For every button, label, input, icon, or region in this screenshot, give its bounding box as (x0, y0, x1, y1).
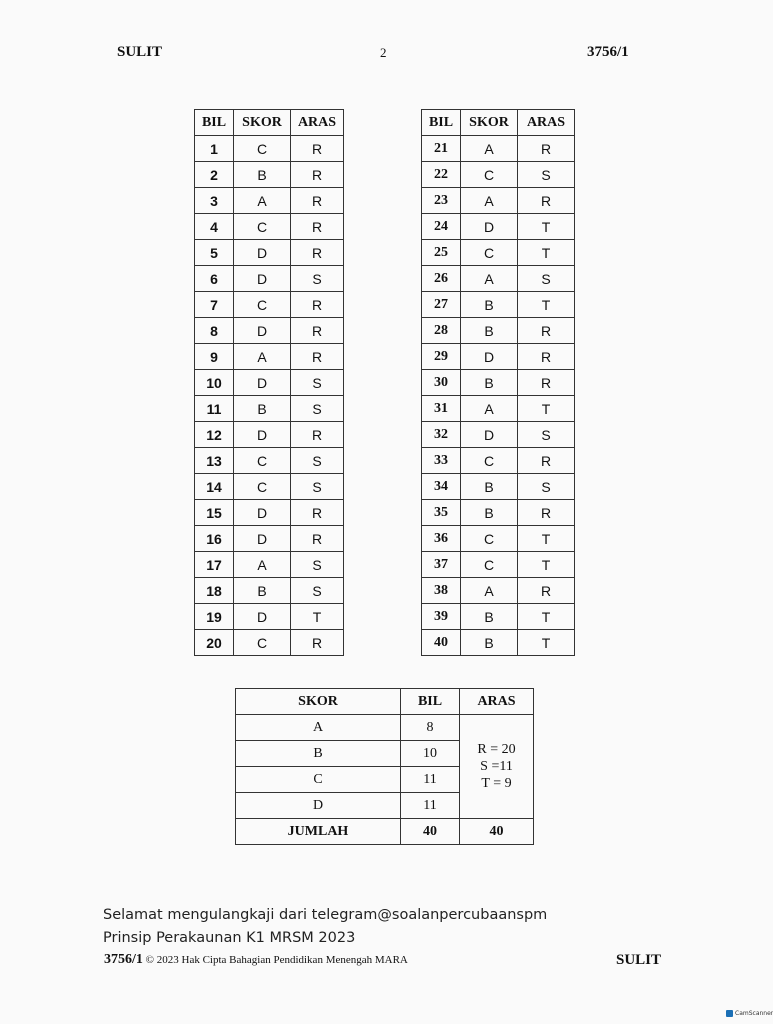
answer-row (195, 474, 344, 500)
difficulty-level: T (518, 604, 575, 630)
answer-letter: D (234, 422, 291, 448)
difficulty-level: R (518, 448, 575, 474)
difficulty-level: R (291, 318, 344, 344)
question-number: 3 (195, 188, 234, 214)
answer-letter: A (234, 552, 291, 578)
answer-row (195, 500, 344, 526)
answer-row (422, 604, 575, 630)
camscanner-icon (726, 1010, 733, 1017)
answer-letter: B (461, 370, 518, 396)
answer-letter: D (234, 604, 291, 630)
answer-letter: C (461, 526, 518, 552)
answer-letter: C (234, 448, 291, 474)
answer-row (422, 266, 575, 292)
difficulty-level: R (518, 136, 575, 162)
footer-code: 3756/1 (104, 952, 143, 967)
difficulty-level: T (518, 240, 575, 266)
difficulty-level: R (291, 136, 344, 162)
answer-letter: C (461, 448, 518, 474)
footer-telegram-note: Selamat mengulangkaji dari telegram@soalanpercubaanspm (103, 907, 548, 923)
question-number: 34 (422, 474, 461, 500)
answer-row (422, 214, 575, 240)
answer-letter: B (234, 396, 291, 422)
answer-row (195, 318, 344, 344)
column-header-aras: ARAS (518, 110, 575, 136)
difficulty-level: R (291, 526, 344, 552)
scanner-watermark (726, 1010, 773, 1017)
question-number: 18 (195, 578, 234, 604)
difficulty-level: R (291, 240, 344, 266)
answer-row (195, 552, 344, 578)
difficulty-level: S (291, 578, 344, 604)
answer-letter: C (234, 136, 291, 162)
difficulty-level: R (291, 500, 344, 526)
question-number: 23 (422, 188, 461, 214)
answer-letter: B (461, 604, 518, 630)
answer-row (195, 422, 344, 448)
column-header-skor: SKOR (234, 110, 291, 136)
summary-header-skor: SKOR (236, 689, 401, 715)
answer-row (422, 448, 575, 474)
answer-letter: B (461, 318, 518, 344)
answer-row (422, 396, 575, 422)
page-number: 2 (380, 45, 387, 60)
difficulty-level: S (518, 162, 575, 188)
difficulty-level: R (518, 578, 575, 604)
answer-row (195, 344, 344, 370)
summary-row (236, 715, 534, 741)
question-number: 20 (195, 630, 234, 656)
answer-row (422, 578, 575, 604)
question-number: 17 (195, 552, 234, 578)
answer-row (195, 630, 344, 656)
answer-row (195, 266, 344, 292)
answer-row (422, 630, 575, 656)
paper-code: 3756/1 (587, 44, 629, 60)
summary-skor: D (236, 793, 401, 819)
answer-letter: D (461, 214, 518, 240)
question-number: 37 (422, 552, 461, 578)
answer-letter: C (234, 214, 291, 240)
question-number: 38 (422, 578, 461, 604)
difficulty-level: S (291, 474, 344, 500)
question-number: 13 (195, 448, 234, 474)
question-number: 9 (195, 344, 234, 370)
question-number: 31 (422, 396, 461, 422)
answer-row (422, 500, 575, 526)
question-number: 39 (422, 604, 461, 630)
answer-row (422, 188, 575, 214)
question-number: 12 (195, 422, 234, 448)
answer-letter: C (461, 240, 518, 266)
question-number: 29 (422, 344, 461, 370)
answer-letter: A (461, 188, 518, 214)
summary-total-label: JUMLAH (236, 819, 401, 845)
difficulty-level: R (518, 318, 575, 344)
answer-row (195, 604, 344, 630)
answer-letter: D (461, 422, 518, 448)
question-number: 6 (195, 266, 234, 292)
answer-table-right (421, 109, 575, 656)
question-number: 10 (195, 370, 234, 396)
answer-row (422, 370, 575, 396)
answer-letter: D (234, 266, 291, 292)
scanner-label: CamScanner (735, 1010, 773, 1017)
summary-header-bil: BIL (401, 689, 460, 715)
answer-letter: A (461, 136, 518, 162)
difficulty-level: R (291, 344, 344, 370)
answer-table-left (194, 109, 344, 656)
summary-total-aras: 40 (460, 819, 534, 845)
difficulty-level: T (518, 214, 575, 240)
difficulty-level: R (518, 344, 575, 370)
answer-letter: B (234, 578, 291, 604)
answer-row (422, 344, 575, 370)
summary-header-aras: ARAS (460, 689, 534, 715)
column-header-bil: BIL (195, 110, 234, 136)
question-number: 15 (195, 500, 234, 526)
question-number: 36 (422, 526, 461, 552)
answer-row (195, 162, 344, 188)
answer-row (422, 240, 575, 266)
difficulty-level: T (518, 526, 575, 552)
answer-letter: B (461, 500, 518, 526)
answer-row (195, 214, 344, 240)
aras-r-count: R = 20 (477, 742, 516, 757)
summary-skor: B (236, 741, 401, 767)
summary-bil: 10 (401, 741, 460, 767)
answer-row (195, 578, 344, 604)
question-number: 21 (422, 136, 461, 162)
difficulty-level: R (291, 188, 344, 214)
column-header-bil: BIL (422, 110, 461, 136)
summary-aras-breakdown (460, 715, 534, 819)
answer-letter: A (461, 578, 518, 604)
aras-t-count: T = 9 (481, 776, 512, 791)
question-number: 25 (422, 240, 461, 266)
answer-letter: C (461, 162, 518, 188)
footer-copyright (104, 952, 408, 968)
answer-letter: D (234, 318, 291, 344)
difficulty-level: R (291, 422, 344, 448)
difficulty-level: S (518, 422, 575, 448)
difficulty-level: S (291, 266, 344, 292)
difficulty-level: S (518, 474, 575, 500)
answer-row (422, 552, 575, 578)
difficulty-level: S (291, 370, 344, 396)
difficulty-level: R (518, 370, 575, 396)
footer-paper-title: Prinsip Perakaunan K1 MRSM 2023 (103, 930, 356, 946)
difficulty-level: T (518, 630, 575, 656)
header-confidential-label: SULIT (117, 44, 163, 60)
question-number: 11 (195, 396, 234, 422)
answer-letter: D (234, 240, 291, 266)
answer-letter: A (234, 188, 291, 214)
answer-row (422, 526, 575, 552)
question-number: 2 (195, 162, 234, 188)
answer-letter: B (461, 292, 518, 318)
answer-row (195, 292, 344, 318)
question-number: 40 (422, 630, 461, 656)
column-header-skor: SKOR (461, 110, 518, 136)
footer-confidential-label: SULIT (616, 952, 662, 968)
difficulty-level: S (291, 448, 344, 474)
difficulty-level: R (291, 214, 344, 240)
aras-s-count: S =11 (480, 759, 513, 774)
question-number: 27 (422, 292, 461, 318)
summary-bil: 8 (401, 715, 460, 741)
question-number: 1 (195, 136, 234, 162)
answer-letter: D (234, 370, 291, 396)
question-number: 8 (195, 318, 234, 344)
answer-row (195, 396, 344, 422)
question-number: 33 (422, 448, 461, 474)
question-number: 24 (422, 214, 461, 240)
summary-bil: 11 (401, 793, 460, 819)
answer-letter: D (234, 526, 291, 552)
difficulty-level: S (291, 396, 344, 422)
answer-letter: C (234, 292, 291, 318)
question-number: 32 (422, 422, 461, 448)
answer-row (195, 370, 344, 396)
answer-letter: C (234, 474, 291, 500)
difficulty-level: T (291, 604, 344, 630)
difficulty-level: T (518, 396, 575, 422)
answer-row (422, 422, 575, 448)
answer-row (422, 136, 575, 162)
question-number: 7 (195, 292, 234, 318)
difficulty-level: R (518, 500, 575, 526)
summary-skor: A (236, 715, 401, 741)
answer-letter: D (234, 500, 291, 526)
summary-total-row (236, 819, 534, 845)
answer-row (195, 240, 344, 266)
answer-letter: B (461, 474, 518, 500)
question-number: 5 (195, 240, 234, 266)
answer-row (195, 448, 344, 474)
difficulty-level: R (291, 162, 344, 188)
answer-letter: C (234, 630, 291, 656)
answer-letter: B (234, 162, 291, 188)
answer-row (422, 292, 575, 318)
summary-skor: C (236, 767, 401, 793)
summary-total-bil: 40 (401, 819, 460, 845)
answer-row (195, 188, 344, 214)
difficulty-level: T (518, 552, 575, 578)
difficulty-level: R (291, 292, 344, 318)
question-number: 16 (195, 526, 234, 552)
difficulty-level: S (291, 552, 344, 578)
question-number: 22 (422, 162, 461, 188)
answer-row (195, 526, 344, 552)
difficulty-level: S (518, 266, 575, 292)
answer-row (422, 162, 575, 188)
question-number: 14 (195, 474, 234, 500)
answer-letter: A (461, 266, 518, 292)
column-header-aras: ARAS (291, 110, 344, 136)
answer-letter: A (461, 396, 518, 422)
question-number: 19 (195, 604, 234, 630)
question-number: 26 (422, 266, 461, 292)
answer-letter: C (461, 552, 518, 578)
answer-row (422, 318, 575, 344)
difficulty-level: T (518, 292, 575, 318)
summary-bil: 11 (401, 767, 460, 793)
answer-row (195, 136, 344, 162)
difficulty-level: R (291, 630, 344, 656)
question-number: 30 (422, 370, 461, 396)
footer-copyright-text: © 2023 Hak Cipta Bahagian Pendidikan Menengah MARA (145, 954, 408, 966)
answer-letter: D (461, 344, 518, 370)
question-number: 35 (422, 500, 461, 526)
question-number: 4 (195, 214, 234, 240)
answer-letter: B (461, 630, 518, 656)
question-number: 28 (422, 318, 461, 344)
difficulty-level: R (518, 188, 575, 214)
answer-letter: A (234, 344, 291, 370)
summary-table (235, 688, 534, 845)
answer-row (422, 474, 575, 500)
